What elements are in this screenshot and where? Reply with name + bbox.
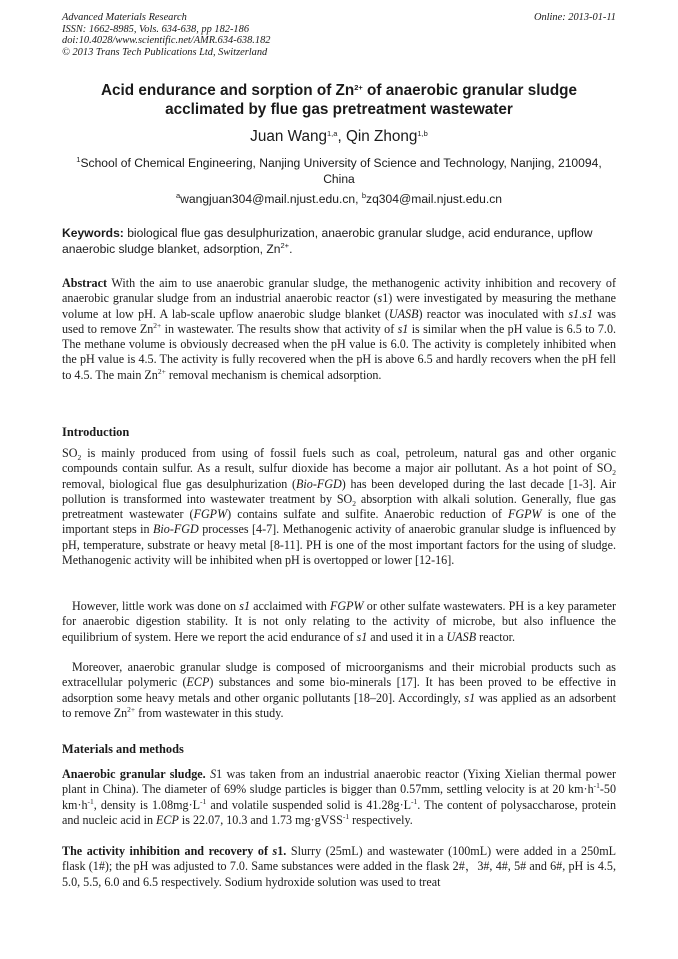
keywords: Keywords: biological flue gas desulphurization, anaerobic granular sludge, acid endurance, upflow anaerobic sludge blanket, adsorption, $Zn^{2+}$.: [62, 226, 593, 256]
paper-title: Acid endurance and sorption of $Zn^{2+}$ of anaerobic granular sludge acclimated by flue gas pretreatment wastewater: [100, 82, 578, 118]
author-2: Qin Zhong: [345, 128, 418, 145]
journal-metadata: [62, 12, 270, 58]
introduction-paragraph-1: $SO_2$ is mainly produced from using of fossil fuels such as coal, petroleum, natural gas and other organic compounds contain sulfur. As a result, sulfur dioxide has become a major air pollutant. As a hot point of $SO_2$ removal, biological flue gas desulphurization (Bio-FGD) has been developed during the last decade [1-3]. Air pollution is transformed into wastewater treatment by $SO_2$ absorption with alkali solution. Generally, flue gas pretreatment wastewater (FGPW) contains sulfate and sulfite. Anaerobic reduction of FGPW is one of the important steps in Bio-FGD processes [4-7]. Methanogenic activity of anaerobic granular sludge is influenced by pH, temperature, substrate or heavy metal [8-11]. PH is one of the most important factors for the using of sludge. Methanogenic activity will be inhibited when pH is overtopped or lower [12-16].: [62, 446, 617, 568]
copyright-line: © 2013 Trans Tech Publications Ltd, Switzerland: [62, 46, 268, 58]
abstract-label: Abstract: [62, 276, 108, 290]
methods-paragraph-2: The activity inhibition and recovery of s1. Slurry (25mL) and wastewater (100mL) were added in a 250mL flask (1#); the pH was adjusted to 7.0. Same substances were added in the flask 2#，3#, 4#, 5# and 6#, pH is 4.5, 5.0, 5.5, 6.0 and 6.5 respectively. Sodium hydroxide solution was used to treat: [62, 844, 616, 889]
author-1: Juan Wang: [250, 128, 327, 145]
methods-heading: Materials and methods: [62, 742, 184, 756]
author-emails: $^a$wangjuan304@mail.njust.edu.cn, $^b$zq304@mail.njust.edu.cn: [175, 191, 503, 206]
introduction-heading: Introduction: [62, 425, 130, 439]
author-list: Juan Wang$^{1,a}$, Qin Zhong$^{1,b}$: [250, 128, 428, 145]
issn-line: ISSN: 1662-8985, Vols. 634-638, pp 182-186: [62, 23, 250, 35]
methods-paragraph-1: Anaerobic granular sludge. S1 was taken from an industrial anaerobic reactor (Yixing Xielian thermal power plant in China). The diameter of 69% sludge particles is bigger than 0.57mm, settling velocity is at 20 $km\cdot h^{-1}-50$ $km\cdot h^{-1}$, density is $1.08mg\cdot L^{-1}$ and volatile suspended solid is $41.28g\cdot L^{-1}$. The content of polysaccharose, protein and nucleic acid in ECP is 22.07, 10.3 and 1.73 mg·gVSS$^{-1}$ respectively.: [62, 767, 617, 827]
doi-line: doi:10.4028/www.scientific.net/AMR.634-638.182: [62, 35, 271, 47]
journal-name: Advanced Materials Research: [62, 12, 187, 23]
introduction-paragraph-3: Moreover, anaerobic granular sludge is composed of microorganisms and their microbial products such as extracellular polymeric (ECP) substances and some bio-minerals [17]. It has been proved to be effective in adsorption some heavy metals and other organic pollutants [18–20]. Accordingly, s1 was applied as an adsorbent to remove $Zn^{2+}$ from wastewater in this study.: [62, 660, 617, 720]
affiliation: $^1$School of Chemical Engineering, Nanjing University of Science and Technology, Nanjing, 210094, China: [76, 155, 602, 186]
email-b: zq304@mail.njust.edu.cn: [366, 192, 503, 206]
online-date: Online: 2013-01-11: [533, 12, 616, 23]
abstract: Abstract With the aim to use anaerobic granular sludge, the methanogenic activity inhibition and recovery of anaerobic granular sludge from an industrial anaerobic reactor (s1) were investigated by measuring the methane volume at low pH. A lab-scale upflow anaerobic sludge blanket (UASB) reactor was inoculated with s1.s1 was used to remove $Zn^{2+}$ in wastewater. The results show that activity of s1 is similar when the pH value is 6.5 to 7.0. The methane volume is obviously decreased when the pH value is 6.0. The activity is completely inhibited when the pH value is 4.5. The activity is fully recovered when the pH is above 6.5 and hardly recovers when the pH fell to 4.5. The main $Zn^{2+}$ removal mechanism is chemical adsorption.: [62, 276, 617, 382]
email-a: wangjuan304@mail.njust.edu.cn: [180, 192, 356, 206]
introduction-paragraph-2: However, little work was done on s1 acclaimed with FGPW or other sulfate wastewaters. PH is a key parameter for anaerobic digestion stability. It is not only relating to the activity of microbe, but also influence the equilibrium of system. Here we report the acid endurance of s1 and used it in a UASB reactor.: [62, 599, 617, 644]
